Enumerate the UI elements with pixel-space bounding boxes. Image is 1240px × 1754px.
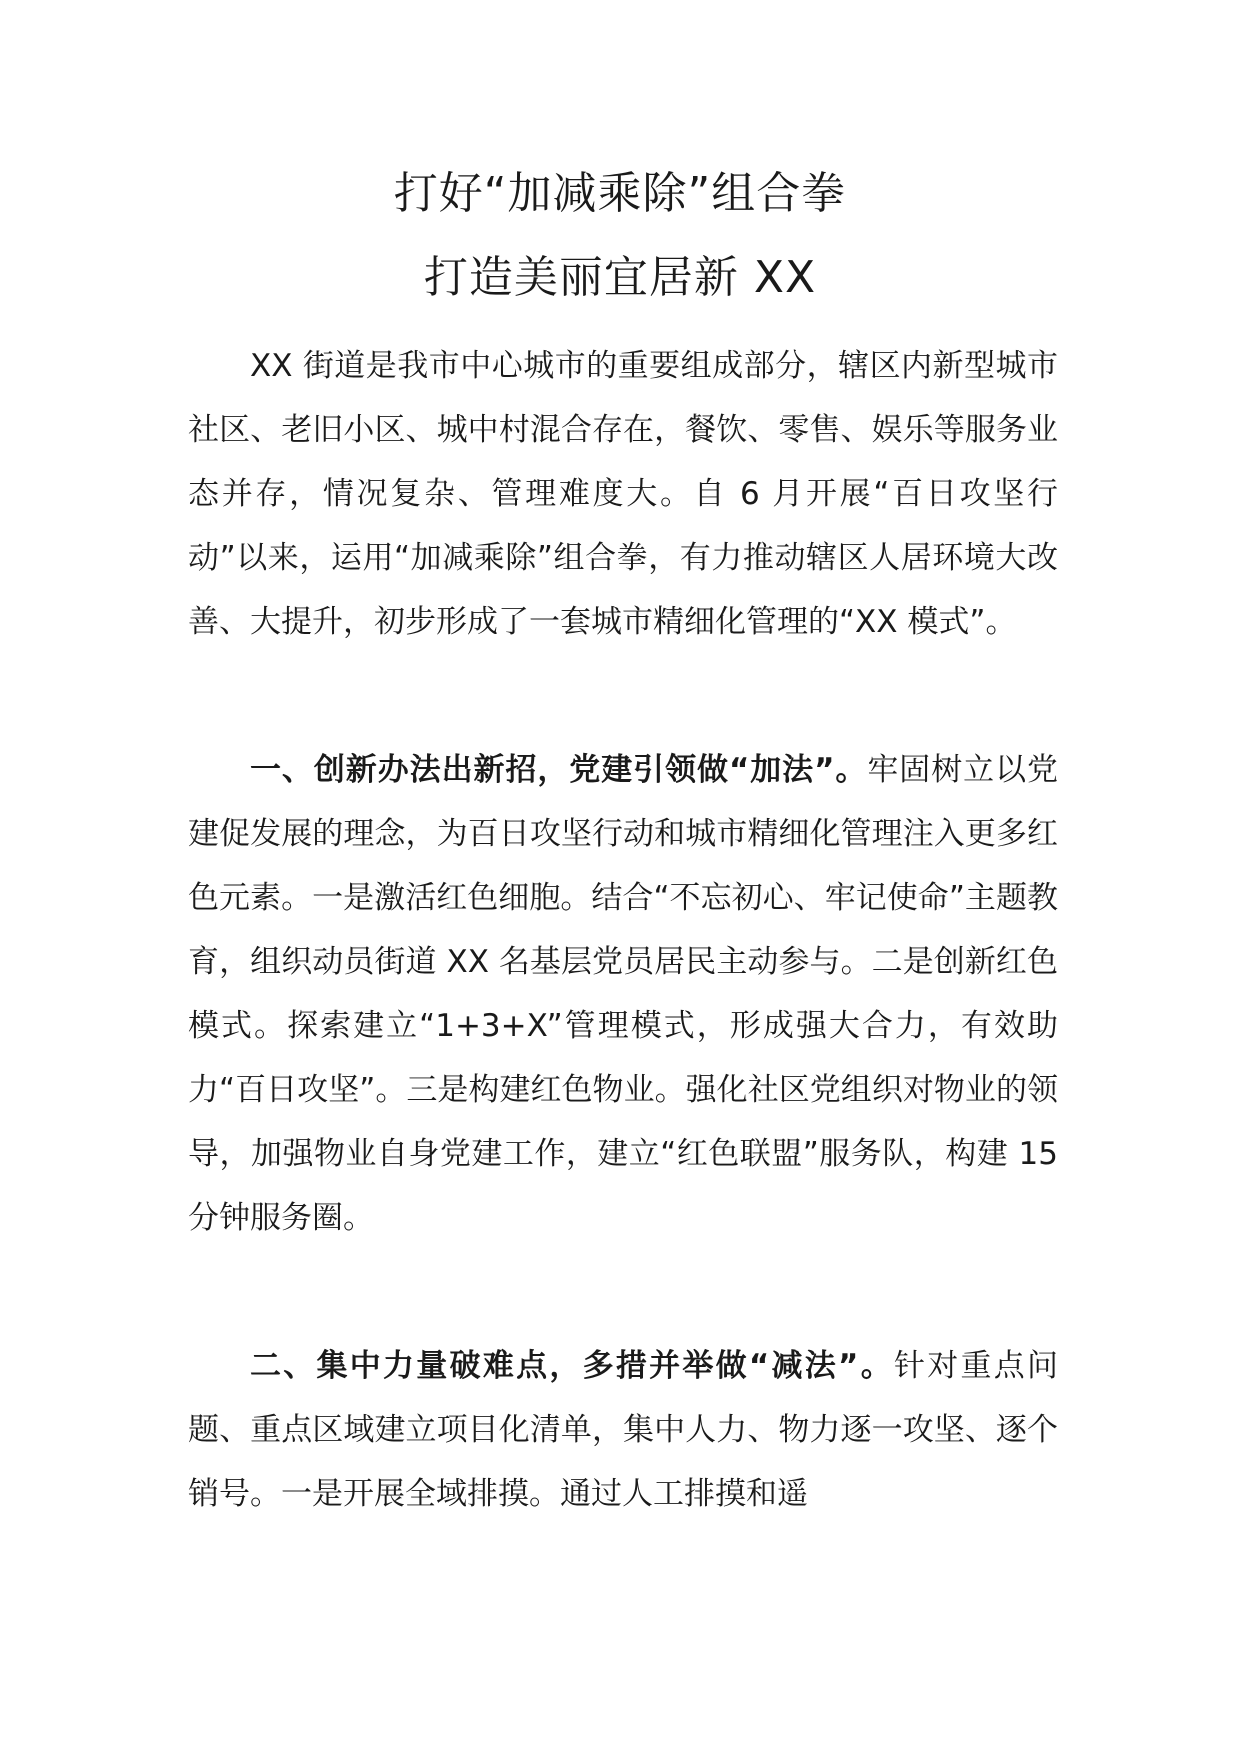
section-2-text: 针对重点问题、重点区域建立项目化清单，集中人力、物力逐一攻坚、逐个销号。一是开展全域排摸。通过人工排摸和遥 <box>188 1348 1059 1512</box>
section-2-heading: 二、集中力量破难点，多措并举做“减法”。 <box>250 1348 894 1384</box>
paragraph-intro-text: XX 街道是我市中心城市的重要组成部分，辖区内新型城市社区、老旧小区、城中村混合存在，餐饮、零售、娱乐等服务业态并存，情况复杂、管理难度大。自 6 月开展“百日攻坚行动”以来，运用“加减乘除”组合拳，有力推动辖区人居环境大改善、大提升，初步形成了一套城市精细化管理的“XX 模式”。 <box>188 348 1058 640</box>
section-1-text: 牢固树立以党建促发展的理念，为百日攻坚行动和城市精细化管理注入更多红色元素。一是激活红色细胞。结合“不忘初心、牢记使命”主题教育，组织动员街道 XX 名基层党员居民主动参与。二是创新红色模式。探索建立“1+3+X”管理模式，形成强大合力，有效助力“百日攻坚”。三是构建红色物业。强化社区党组织对物业的领导，加强物业自身党建工作，建立“红色联盟”服务队，构建 15 分钟服务圈。 <box>188 752 1059 1236</box>
document-title-line-1: 打好“加减乘除”组合拳 <box>393 168 847 219</box>
paragraph-section-2 <box>188 1334 1058 1526</box>
paragraph-section-1 <box>188 738 1058 1250</box>
paragraph-intro <box>188 334 1058 654</box>
section-1-heading: 一、创新办法出新招，党建引领做“加法”。 <box>250 752 868 788</box>
document-title-line-2: 打造美丽宜居新 XX <box>423 252 817 303</box>
